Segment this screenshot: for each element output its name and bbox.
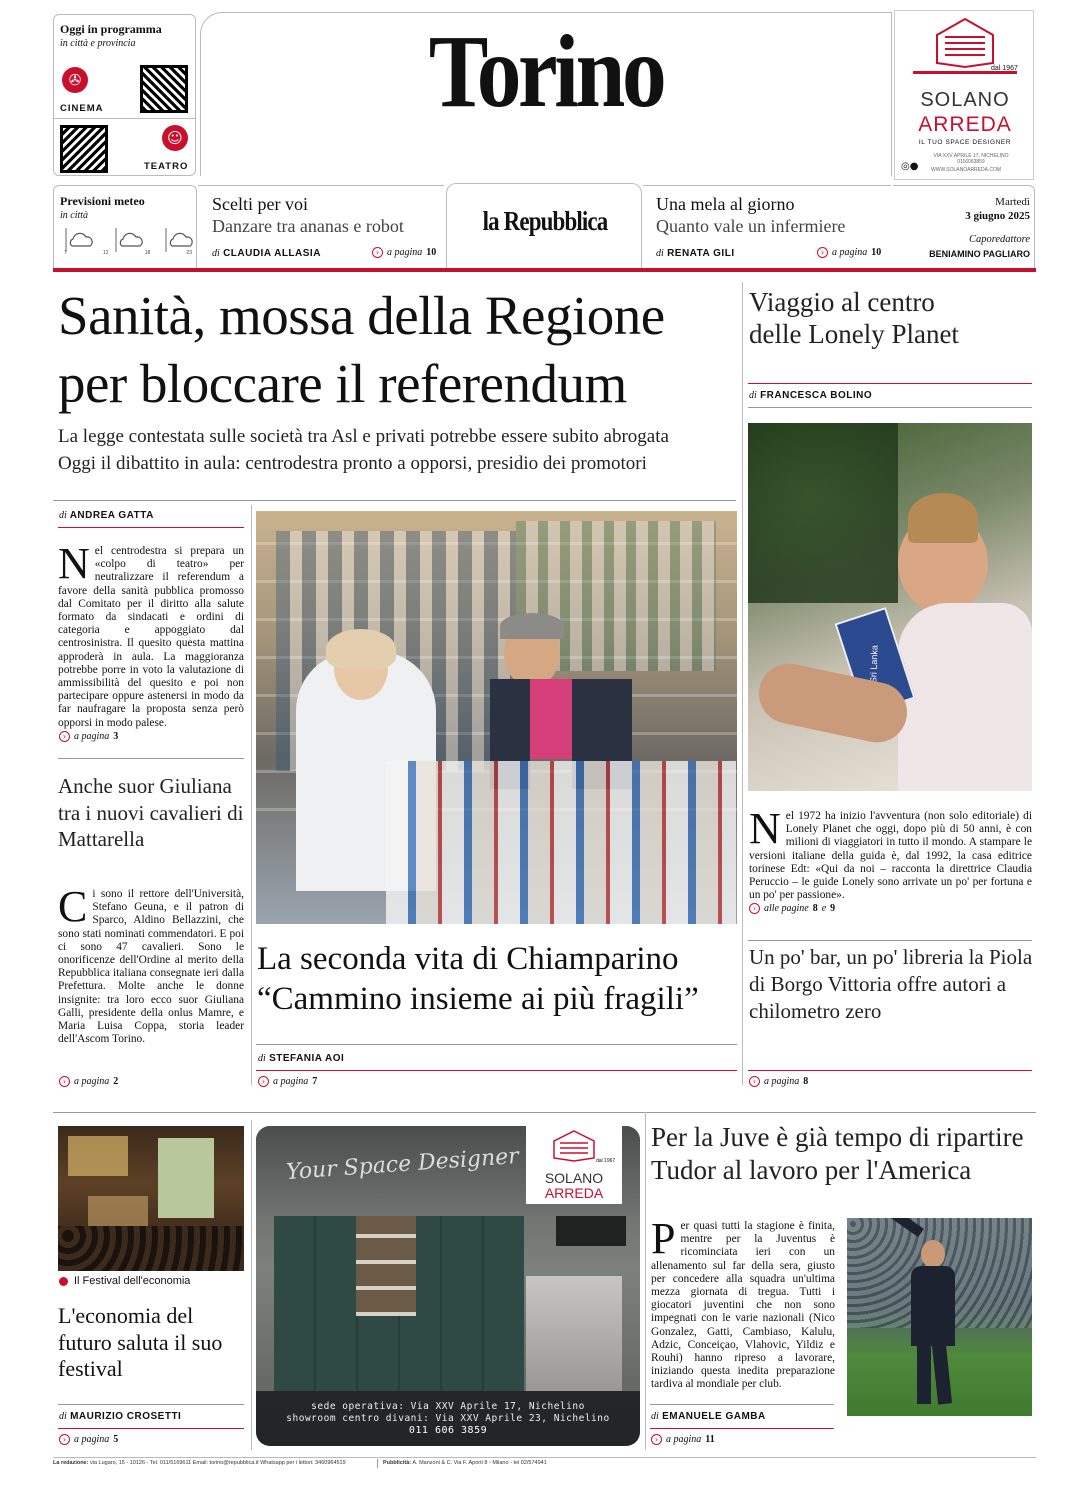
programma-sub: in città e provincia xyxy=(60,38,136,49)
programma-box xyxy=(53,14,196,176)
juve-page-ref[interactable]: › a pagina 11 xyxy=(651,1434,715,1445)
masthead-red-rule xyxy=(53,268,1036,272)
scelti-title: Danzare tra ananas e robot xyxy=(212,216,404,236)
piola-headline[interactable]: Un po' bar, un po' libreria la Piola di Borgo Vittoria offre autori a chilometro zero xyxy=(749,945,1033,1023)
cinema-label[interactable]: CINEMA xyxy=(60,103,104,114)
mela-page-ref[interactable]: › a pagina 10 xyxy=(817,247,881,258)
city-title: Torino xyxy=(428,14,664,129)
cinema-qr-code[interactable] xyxy=(140,65,188,113)
tudor-photo[interactable] xyxy=(847,1218,1032,1416)
piola-page-ref[interactable]: › a pagina 8 xyxy=(749,1076,808,1087)
scelti-kicker: Scelti per voi xyxy=(212,194,308,214)
arrow-right-icon: › xyxy=(651,1434,662,1445)
ad-mid-since: dal 1967 xyxy=(596,1158,616,1164)
solano-logo-icon xyxy=(552,1130,596,1162)
ad-mid-phone: 011 606 3859 xyxy=(408,1425,488,1436)
ad-top-address: VIA XXV APRILE 17, NICHELINO xyxy=(933,153,1009,159)
ad-solano-top[interactable] xyxy=(894,10,1034,180)
festival-caption: Il Festival dell'economia xyxy=(59,1275,190,1287)
ad-mid-line2: showroom centro divani: Via XXV Aprile 23, Nichelino xyxy=(286,1413,610,1424)
ad-top-phone: 0116063859 xyxy=(957,159,985,165)
editor-name: BENIAMINO PAGLIARO xyxy=(929,249,1030,259)
footer-redazione xyxy=(53,1460,346,1466)
hour-label: 12 xyxy=(102,250,109,256)
festival-page-ref[interactable]: › a pagina 5 xyxy=(59,1434,118,1445)
lead-byline: di ANDREA GATTA xyxy=(59,510,154,521)
ad-mid-script: Your Space Designer xyxy=(285,1143,520,1186)
ad-top-brand1: SOLANO xyxy=(920,89,1010,111)
solano-logo-icon xyxy=(935,17,995,69)
juve-headline-1[interactable]: Per la Juve è già tempo di ripartire xyxy=(651,1122,1024,1152)
suor-dropcap: C xyxy=(58,882,88,931)
ad-mid-brand1: SOLANO xyxy=(544,1170,604,1186)
cloud-icon xyxy=(114,228,144,252)
hour-label: 7 xyxy=(64,250,67,256)
chiamparino-page-ref[interactable]: › a pagina 7 xyxy=(258,1076,317,1087)
cloud-icon xyxy=(64,228,94,252)
lead-subhead-2: Oggi il dibattito in aula: centrodestra pronto a opporsi, presidio dei promotori xyxy=(58,453,647,474)
ad-top-since: dal 1967 xyxy=(991,65,1018,72)
date-box xyxy=(893,185,1035,268)
chiamparino-photo[interactable] xyxy=(256,511,737,924)
suor-page-ref[interactable]: › a pagina 2 xyxy=(59,1076,118,1087)
theatre-mask-icon: ☺ xyxy=(162,125,188,151)
arrow-right-icon: › xyxy=(749,903,760,914)
suor-text: i sono il rettore dell'Università, Stefano Geuna, e il patron di Sparco, Aldino Bellazzini, che sono stati nominati commendatori. E poi ci sono 47 cavalieri. Sono le onorificenze dell'Ordine al merito della Repubblica italiana consegnate ieri dalla Prefettura. Molte anche le donne insignite: tra loro ecco suor Giuliana Galli, presidente della onlus Mamre, e Maria Luisa Coppa, storia leader dell'Ascom Torino. xyxy=(58,888,244,1046)
mela-kicker: Una mela al giorno xyxy=(656,194,795,214)
date-full: 3 giugno 2025 xyxy=(965,210,1030,222)
chiamparino-headline-2[interactable]: “Cammino insieme ai più fragili” xyxy=(257,981,699,1017)
book-label: Sri Lanka xyxy=(868,644,880,684)
scelti-box[interactable] xyxy=(198,185,444,268)
arrow-right-icon: › xyxy=(59,1076,70,1087)
ad-top-tagline: IL TUO SPACE DESIGNER xyxy=(918,139,1012,146)
scelti-byline: di CLAUDIA ALLASIA xyxy=(212,248,321,259)
chiamparino-headline-1[interactable]: La seconda vita di Chiamparino xyxy=(257,941,679,977)
footer-pubblicita-label: Pubblicità: xyxy=(383,1460,412,1466)
festival-headline[interactable]: L'economia del futuro saluta il suo festival xyxy=(58,1303,223,1381)
meteo-sub: in città xyxy=(60,210,89,221)
film-reel-icon: ✇ xyxy=(62,67,88,93)
ad-top-brand2: ARREDA xyxy=(918,113,1012,136)
footer-redazione-label: La redazione: xyxy=(53,1460,89,1466)
lonely-page-ref[interactable]: › alle pagine 8 e 9 xyxy=(749,903,835,914)
lead-subhead-1: La legge contestata sulle società tra Asl e privati potrebbe essere subito abrogata xyxy=(58,426,669,447)
arrow-right-icon: › xyxy=(372,247,383,258)
juve-body xyxy=(651,1214,835,1392)
lonely-headline-1[interactable]: Viaggio al centro xyxy=(749,287,935,317)
arrow-right-icon: › xyxy=(59,731,70,742)
lonely-body xyxy=(749,804,1032,902)
hour-label: 18 xyxy=(144,250,151,256)
lead-text: el centrodestra si prepara un «colpo di teatro» per neutralizzare il referendum a favore della sanità pubblica promosso dal Comitato per il diritto alla salute formato da sindacati e ordini di categoria e appoggiato dal centrosinistra. Il quesito questa mattina approderà in aula. La maggioranza potrebbe porre in voto la valutazione di ammissibilità del quesito e poi non partecipare oppure astenersi in modo da far naufragare la proposta senza però opporsi in modo palese. xyxy=(58,545,244,729)
arrow-right-icon: › xyxy=(749,1076,760,1087)
festival-byline: di MAURIZIO CROSETTI xyxy=(59,1411,182,1422)
footer-redazione-text: via Lugaro, 15 - 10126 - Tel. 011/5169611 Email: torino@repubblica.it Whatsapp per i lettori: 3460964519 xyxy=(89,1460,346,1466)
lonely-text: el 1972 ha inizio l'avventura (non solo editoriale) di Lonely Planet che oggi, dopo più di 50 anni, è con milioni di viaggiatori in tutto il mondo. A stampare le versioni italiane della guida è, dal 1992, la casa editrice torinese Edt: «Qui da noi – racconta la direttrice Claudia Peruccio – le guide Lonely sono arrivate un po' per fortuna e un po' per passione». xyxy=(749,810,1032,902)
juve-byline: di EMANUELE GAMBA xyxy=(651,1411,766,1422)
lead-headline-2[interactable]: per bloccare il referendum xyxy=(58,353,627,414)
juve-text: er quasi tutti la stagione è finita, mentre per la Juventus è ricominciata ieri con un allenamento sul far della sera, giusto per concedere alla squadra un'ultima mezza giornata di tregua. Tutti i giocatori juventini che non sono impegnati con le varie nazionali (Nico Gonzalez, Gatti, Cambiaso, Kalulu, Adzic, Conceiçao, Vlahovic, Yildiz e Rouhi) hanno ripreso a lavorare, iniziando questa inedita preparazione tardiva al mondiale per club. xyxy=(651,1220,835,1391)
suor-body xyxy=(58,882,244,1046)
juve-headline-2[interactable]: Tudor al lavoro per l'America xyxy=(651,1155,972,1185)
teatro-qr-code[interactable] xyxy=(60,125,108,173)
arrow-right-icon: › xyxy=(258,1076,269,1087)
paper-name: la Repubblica xyxy=(482,206,608,236)
scelti-page-ref[interactable]: › a pagina 10 xyxy=(372,247,436,258)
editor-role: Caporedattore xyxy=(968,234,1030,245)
date-day: Martedì xyxy=(995,196,1030,208)
juve-dropcap: P xyxy=(651,1214,676,1263)
lonely-dropcap: N xyxy=(749,804,781,853)
suor-headline[interactable]: Anche suor Giuliana tra i nuovi cavalieri di Mattarella xyxy=(58,774,244,851)
lead-page-ref[interactable]: › a pagina 3 xyxy=(59,731,118,742)
footer-pubblicita-text: A. Manzoni & C. Via F. Aporti 8 - Milano - tel 02/574941 xyxy=(412,1460,547,1466)
lead-body xyxy=(58,539,244,730)
programma-title: Oggi in programma xyxy=(60,22,162,36)
meteo-hours xyxy=(64,250,192,256)
mela-box[interactable] xyxy=(643,185,891,268)
meteo-title: Previsioni meteo xyxy=(60,194,145,208)
ad-mid-line1: sede operativa: Via XXV Aprile 17, Nichelino xyxy=(311,1401,585,1412)
arrow-right-icon: › xyxy=(817,247,828,258)
social-icons: ◎● xyxy=(901,161,919,172)
lonely-photo[interactable] xyxy=(748,423,1032,791)
festival-photo[interactable] xyxy=(58,1126,244,1271)
lonely-byline: di FRANCESCA BOLINO xyxy=(749,390,873,401)
meteo-box xyxy=(53,185,197,268)
repubblica-tab xyxy=(446,183,642,268)
teatro-label[interactable]: TEATRO xyxy=(144,161,189,172)
footer-pubblicita xyxy=(383,1460,547,1466)
arrow-right-icon: › xyxy=(59,1434,70,1445)
lead-headline-1[interactable]: Sanità, mossa della Regione xyxy=(58,285,665,346)
lead-dropcap: N xyxy=(58,539,90,588)
camera-dot-icon xyxy=(59,1277,68,1286)
mela-byline: di RENATA GILI xyxy=(656,248,735,259)
chiamparino-byline: di STEFANIA AOI xyxy=(258,1053,345,1064)
hour-label: 23 xyxy=(186,250,192,256)
ad-solano-kitchen[interactable] xyxy=(256,1126,640,1446)
ad-top-web: WWW.SOLANOARREDA.COM xyxy=(931,167,1002,173)
cloud-icon xyxy=(164,228,194,252)
lonely-headline-2[interactable]: delle Lonely Planet xyxy=(749,319,959,349)
mela-title: Quanto vale un infermiere xyxy=(656,216,846,236)
ad-mid-brand2: ARREDA xyxy=(544,1185,604,1201)
